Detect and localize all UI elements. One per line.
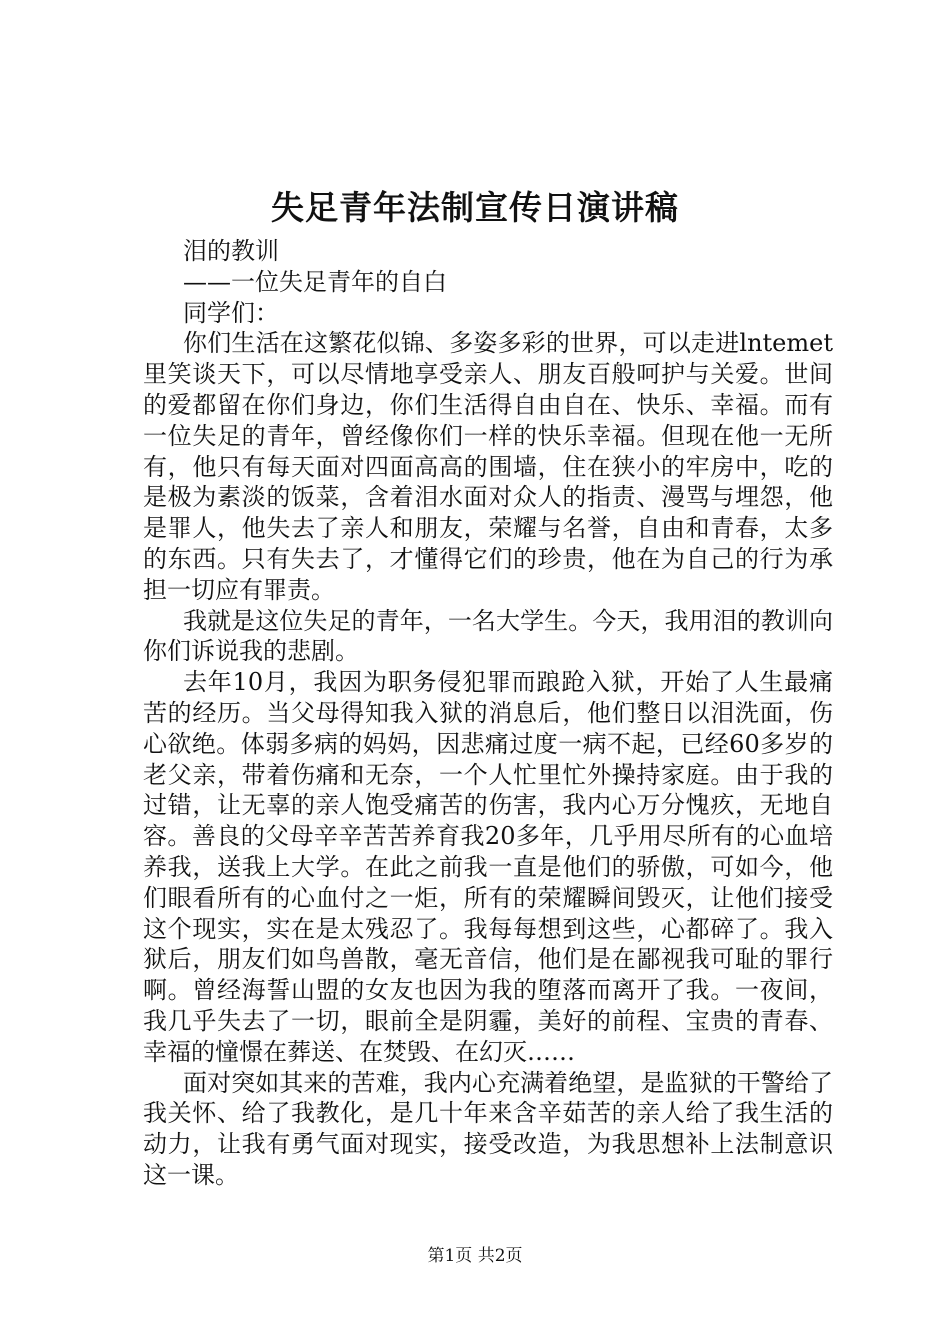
salutation: 同学们： bbox=[183, 298, 279, 327]
byline: ——一位失足青年的自白 bbox=[183, 267, 447, 296]
document-body bbox=[143, 236, 833, 1191]
paragraph: 我就是这位失足的青年，一名大学生。今天，我用泪的教训向你们诉说我的悲剧。 bbox=[143, 606, 833, 666]
page-indicator: 第1页 共2页 bbox=[427, 1246, 523, 1266]
paragraph: 去年10月，我因为职务侵犯罪而踉跄入狱，开始了人生最痛苦的经历。当父母得知我入狱的消息后，他们整日以泪洗面，伤心欲绝。体弱多病的妈妈，因悲痛过度一病不起，已经60多岁的老父亲，带着伤痛和无奈，一个人忙里忙外操持家庭。由于我的过错，让无辜的亲人饱受痛苦的伤害，我内心万分愧疚，无地自容。善良的父母辛辛苦苦养育我20多年，几乎用尽所有的心血培养我，送我上大学。在此之前我一直是他们的骄傲，可如今，他们眼看所有的心血付之一炬，所有的荣耀瞬间毁灭，让他们接受这个现实，实在是太残忍了。我每每想到这些，心都碎了。我入狱后，朋友们如鸟兽散，毫无音信，他们是在鄙视我可耻的罪行啊。曾经海誓山盟的女友也因为我的堕落而离开了我。一夜间，我几乎失去了一切，眼前全是阴霾，美好的前程、宝贵的青春、幸福的憧憬在葬送、在焚毁、在幻灭…… bbox=[143, 668, 833, 1066]
subtitle: 泪的教训 bbox=[183, 237, 279, 265]
paragraph: 面对突如其来的苦难，我内心充满着绝望，是监狱的干警给了我关怀、给了我教化，是几十年来含辛茹苦的亲人给了我生活的动力，让我有勇气面对现实，接受改造，为我思想补上法制意识这一课。 bbox=[143, 1068, 833, 1189]
document-title: 失足青年法制宣传日演讲稿 bbox=[271, 188, 679, 227]
paragraph: 你们生活在这繁花似锦、多姿多彩的世界，可以走进lntemet里笑谈天下，可以尽情地享受亲人、朋友百般呵护与关爱。世间的爱都留在你们身边，你们生活得自由自在、快乐、幸福。而有一位失足的青年，曾经像你们一样的快乐幸福。但现在他一无所有，他只有每天面对四面高高的围墙，住在狭小的牢房中，吃的是极为素淡的饭菜，含着泪水面对众人的指责、漫骂与埋怨，他是罪人，他失去了亲人和朋友，荣耀与名誉，自由和青春，太多的东西。只有失去了，才懂得它们的珍贵，他在为自己的行为承担一切应有罪责。 bbox=[143, 329, 833, 604]
